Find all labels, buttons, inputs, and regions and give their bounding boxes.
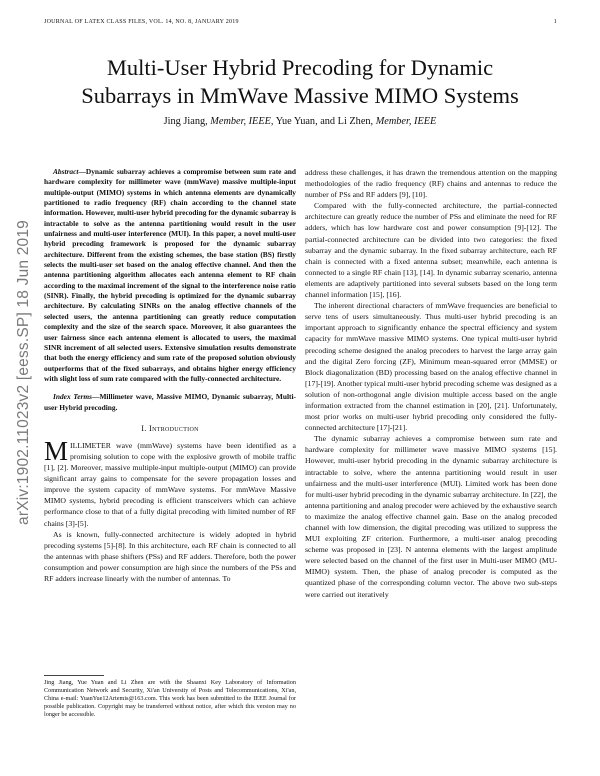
intro-paragraph-2: As is known, fully-connected architecture is widely adopted in hybrid precoding systems [5]-[8]. In this architecture, each RF chain is connected to all the antennas with phase shifters (PSs) and RF adders. Therefore, both the power consumption and power consumption are high since the numbers of the PSs and RF adders increase linearly with the number of antennas. To xyxy=(44,529,296,584)
footnote-rule xyxy=(44,675,104,676)
right-column xyxy=(305,167,557,600)
abstract xyxy=(44,167,296,384)
intro-paragraph-1 xyxy=(44,435,296,529)
author-3-membership: Member, IEEE xyxy=(375,116,437,127)
running-header xyxy=(44,19,557,25)
right-paragraph-1: address these challenges, it has drawn the tremendous attention on the mapping methodologies of the radio frequency (RF) chains and antennas to reduce the number of PSs and RF adders [9], [10]. xyxy=(305,168,557,200)
abstract-text: —Dynamic subarray achieves a compromise between sum rate and hardware complexity for millimeter wave (mmWave) massive multiple-input multiple-output (MIMO) systems in which antenna elements are dynamically partitioned to radio frequency (RF) chain according to the channel state information. However, multi-user hybrid precoding for the dynamic subarray is intractable to solve as the antenna partitioning would result in the user unfairness and multi-user interference (MUI). In this paper, a novel multi-user hybrid precoding framework is proposed for the dynamic subarray architecture. Different from the existing schemes, the base station (BS) firstly selects the multi-user set based on the analog effective channel. And then the antenna partitioning algorithm allocates each antenna element to RF chain according to the maximal increment of the signal to the interference noise ratio (SINR). Finally, the hybrid precoding is optimized for the dynamic subarray architecture. By calculating SINRs on the analog effective channels of the selected users, the antenna partitioning can greatly reduce computation complexity and the size of the search space. Moreover, it also guarantees the user fairness since each antenna element is allocated to users, the maximal SINR increment of all selected users. Extensive simulation results demonstrate that both the energy efficiency and sum rate of the proposed solution obviously outperforms that of the fixed subarrays, and obtains higher energy efficiency with slight loss of sum rate compared with the fully-connected architecture. xyxy=(44,167,296,383)
author-1-membership: Member, IEEE, xyxy=(210,116,274,127)
paper-title xyxy=(30,54,570,110)
footnote: Jing Jiang, Yue Yuan and Li Zhen are with the Shaanxi Key Laboratory of Information Communication Network and Security, Xi'an University of Posts and Telecommunications, Xi'an, China e-mail: YuanYue12Artemis@163.com. This work has been submitted to the IEEE Journal for possible publication. Copyright may be transferred without notice, after which this version may no longer be accessible. xyxy=(44,679,296,719)
author-line xyxy=(30,116,570,127)
left-column xyxy=(44,167,296,584)
author-1: Jing Jiang, xyxy=(163,116,208,127)
index-terms xyxy=(44,392,296,413)
index-terms-label: Index Terms xyxy=(53,392,93,402)
drop-cap: M xyxy=(44,435,69,466)
right-paragraph-4: The dynamic subarray achieves a compromise between sum rate and hardware complexity for millimeter wave massive MIMO systems [15]. However, multi-user hybrid precoding in the dynamic subarray architecture is intractable to solve, where the antenna partitioning would result in user unfairness and the multi-user interference (MUI). Limited work has been done for multi-user hybrid precoding in the dynamic subarray architecture. In [22], the antenna partitioning and analog precoder were achieved by the exhaustive search to maximize the analog effective channel gain. Base on the analog precoded channel with low dimension, the digital precoding was utilized to suppress the MUI exploiting ZF criterion. Furthermore, a multi-user analog precoding scheme was proposed in [23]. N antenna elements with the largest amplitude were selected based on the channel of the first user in Multi-user MIMO (MU-MIMO) system. Then, the phase of analog precoder is computed as the quantized phase of the corresponding column vector. The above two sub-steps were carried out iteratively xyxy=(305,434,557,599)
index-terms-text: —Millimeter wave, Massive MIMO, Dynamic subarray, Multi-user Hybrid precoding. xyxy=(44,392,296,412)
title-line-2: Subarrays in MmWave Massive MIMO Systems xyxy=(81,83,519,108)
title-line-1: Multi-User Hybrid Precoding for Dynamic xyxy=(106,55,494,80)
right-paragraph-3: The inherent directional characters of mmWave frequencies are beneficial to serve tens of users simultaneously. Thus multi-user hybrid precoding is an important approach to significantly enhance the spectral efficiency and system capacity for mmWave massive MIMO systems. One typical multi-user hybrid precoding scheme designed the analog precoders to harvest the large array gain and the digital Zero forcing (ZF), Minimum mean-squared error (MMSE) or Block diagonalization (BD) processing based on the analog effective channel in [17]-[19]. Another typical multi-user hybrid precoding scheme was designed as a solution of non-orthogonal angle division multiple access based on the angle information extracted from the channel estimation in [20], [21]. Unfortunately, most prior works on multi-user hybrid precoding only considered the fully-connected architecture [17]-[21]. xyxy=(305,301,557,433)
right-paragraph-2: Compared with the fully-connected architecture, the partial-connected architecture can greatly reduce the number of PSs and eliminate the need for RF adders, which has low hardware cost and power consumption [9]-[12]. The partial-connected architecture can be divided into two categories: the fixed subarray and the dynamic subarray. In the fixed subarray architecture, each RF chain is connected with a fixed antenna subset; meanwhile, each antenna is connected to a single RF chain [13], [14]. In dynamic subarray scenario, antenna elements are adaptively partitioned into several subsets based on the long term channel information [15], [16]. xyxy=(305,201,557,300)
page-number: 1 xyxy=(553,19,557,25)
journal-info: JOURNAL OF LATEX CLASS FILES, VOL. 14, NO. 8, JANUARY 2019 xyxy=(44,19,239,25)
author-2-3: Yue Yuan, and Li Zhen, xyxy=(275,116,374,127)
intro-paragraph-1-text: ILLIMETER wave (mmWave) systems have been identified as a promising solution to cope with the explosive growth of mobile traffic [1], [2]. Moreover, massive multiple-input multiple-output (MIMO) can provide significant array gains to compensate for the severe propagation losses and improve the system capacity of mmWave systems. For mmWave Massive MIMO systems, hybrid precoding is efficient transceivers which can achieve performance close to that of a fully digital precoding with limited number of RF chains [3]-[5]. xyxy=(44,440,296,528)
section-heading: I. Introduction xyxy=(141,423,199,433)
abstract-label: Abstract xyxy=(53,167,79,176)
arxiv-stamp: arXiv:1902.11023v2 [eess.SP] 18 Jun 2019 xyxy=(15,219,32,525)
